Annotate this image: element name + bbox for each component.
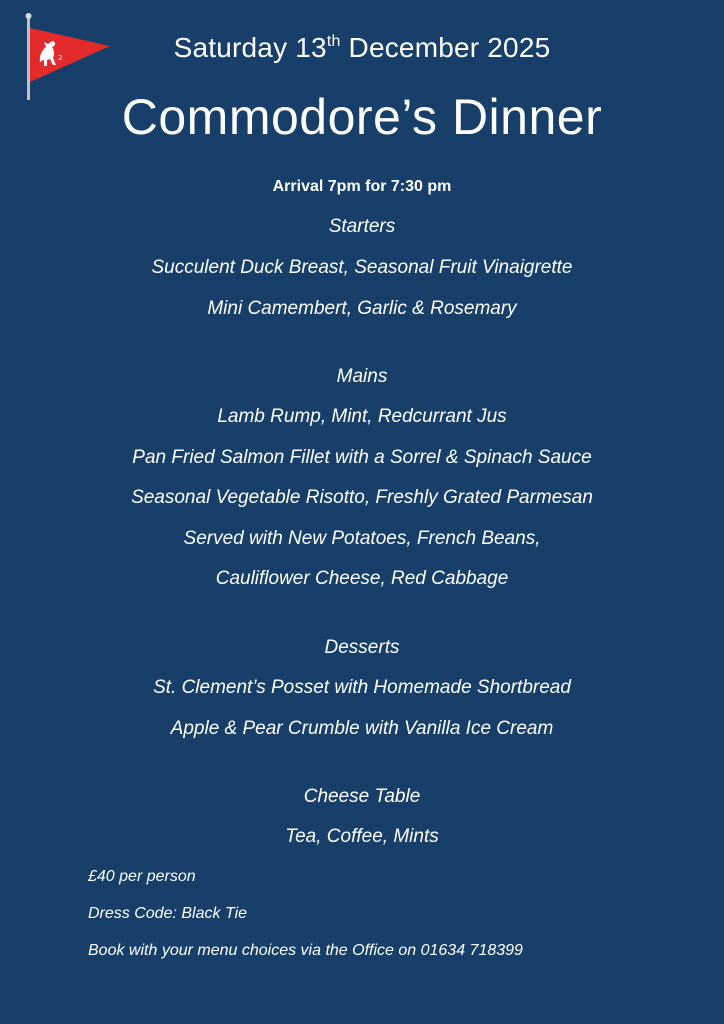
extra-item: Tea, Coffee, Mints <box>285 826 439 847</box>
dessert-item: St. Clement’s Posset with Homemade Shortbread <box>153 677 571 698</box>
main-item: Cauliflower Cheese, Red Cabbage <box>215 568 509 589</box>
page-title: Commodore’s Dinner <box>121 89 603 145</box>
main-item: Served with New Potatoes, French Beans, <box>183 528 541 549</box>
dessert-item: Apple & Pear Crumble with Vanilla Ice Cream <box>170 718 554 739</box>
arrival-time: Arrival 7pm for 7:30 pm <box>272 178 452 195</box>
desserts-heading: Desserts <box>324 637 400 658</box>
starters-heading: Starters <box>328 216 396 237</box>
main-item: Lamb Rump, Mint, Redcurrant Jus <box>217 406 507 427</box>
mains-heading: Mains <box>336 366 388 387</box>
dress-code-info: Dress Code: Black Tie <box>88 905 248 922</box>
starter-item: Mini Camembert, Garlic & Rosemary <box>207 298 517 319</box>
booking-info: Book with your menu choices via the Office on 01634 718399 <box>88 942 523 959</box>
main-item: Seasonal Vegetable Risotto, Freshly Grated Parmesan <box>131 487 593 508</box>
extra-item: Cheese Table <box>303 786 421 807</box>
svg-text:2: 2 <box>58 54 63 62</box>
main-item: Pan Fried Salmon Fillet with a Sorrel & Spinach Sauce <box>132 447 592 468</box>
starter-item: Succulent Duck Breast, Seasonal Fruit Vinaigrette <box>151 257 573 278</box>
price-info: £40 per person <box>88 868 196 885</box>
event-date: Saturday 13th December 2025 <box>173 32 551 63</box>
